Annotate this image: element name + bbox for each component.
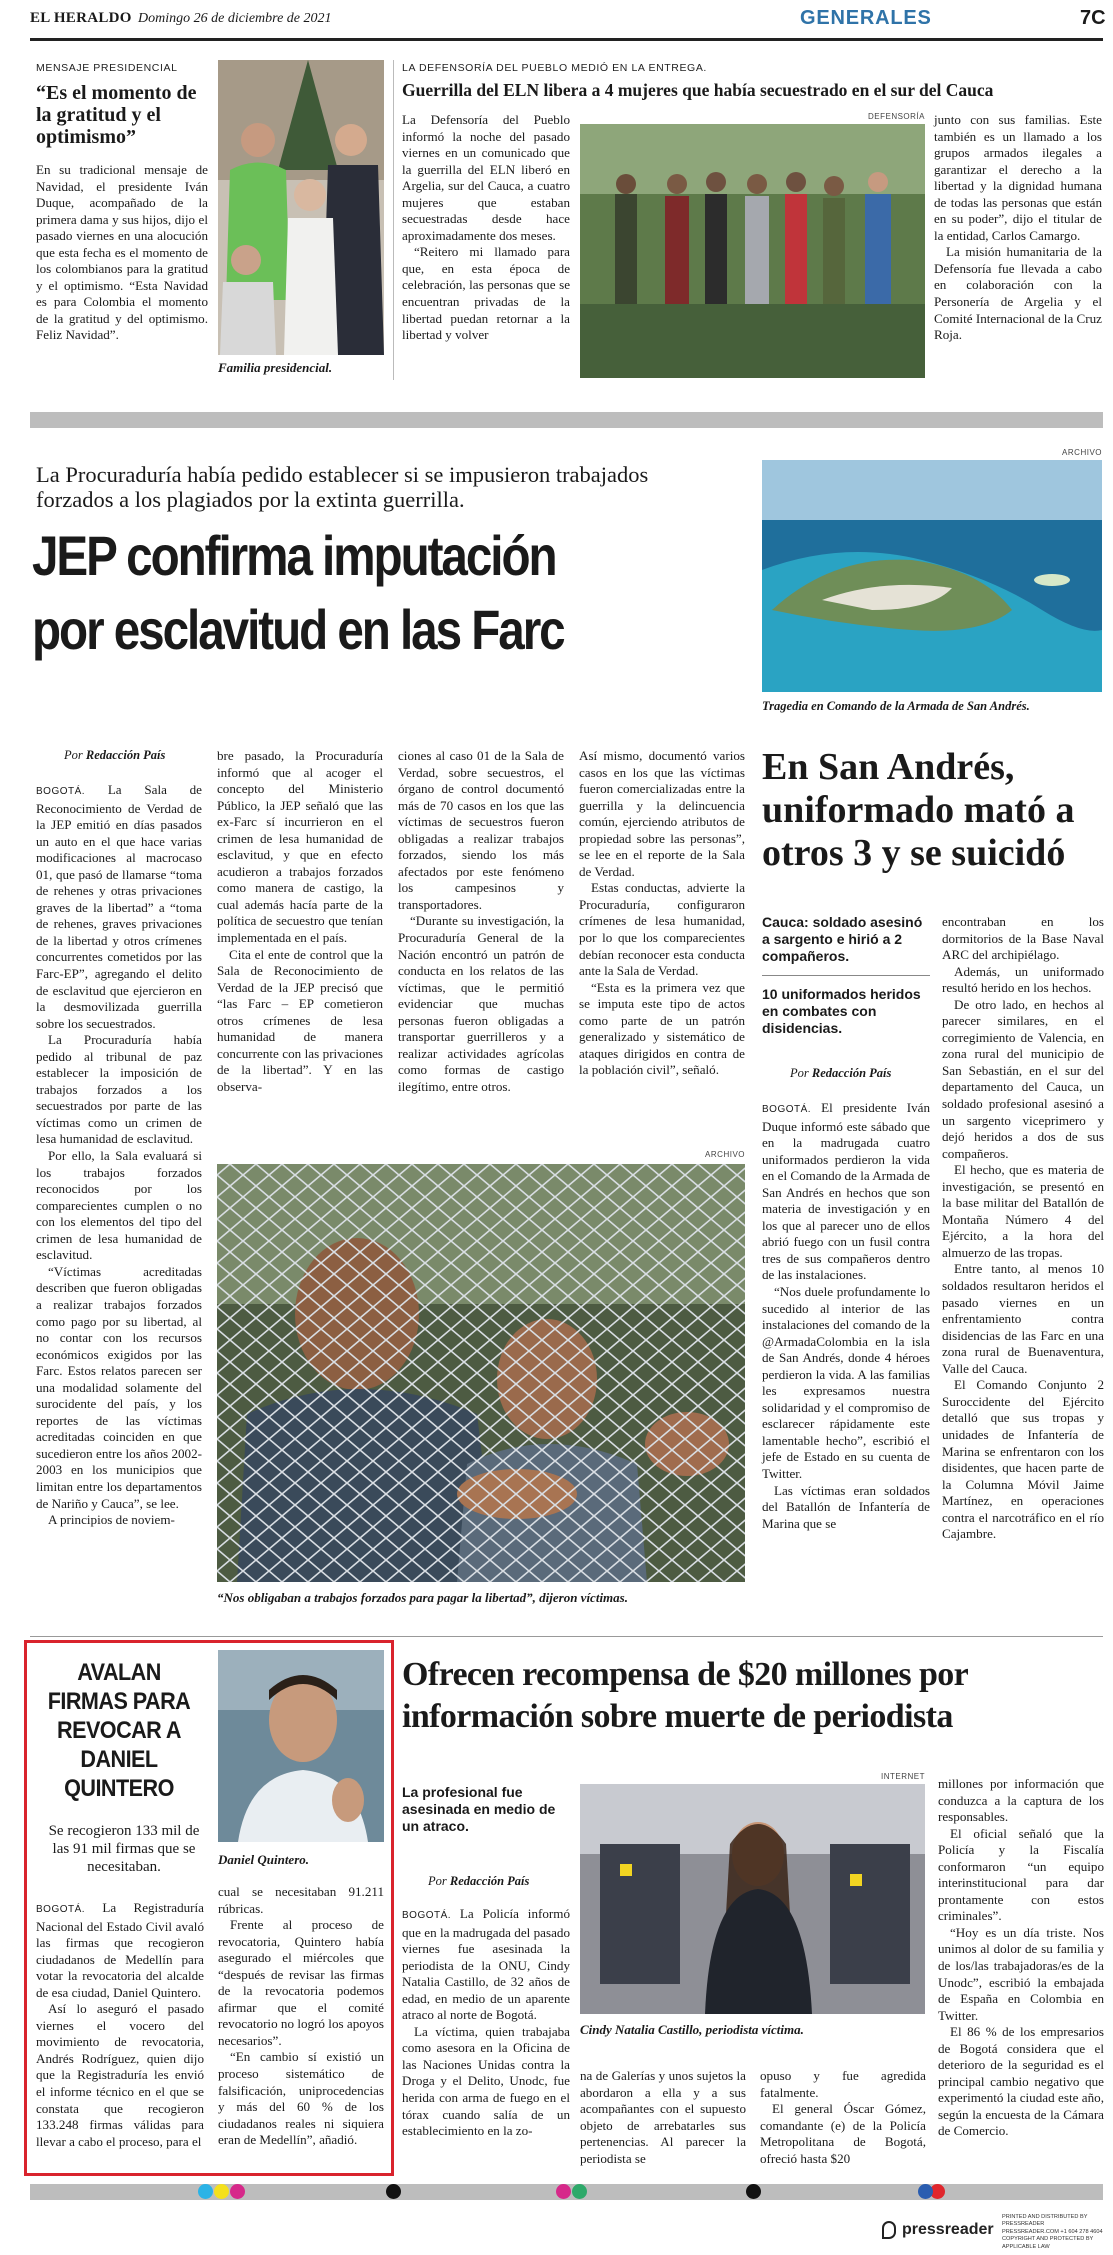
journalist-col1: BOGOTÁ. La Policía informó que en la madrugada del pasado viernes fue asesinada la periodista de la ONU, Cindy Natalia Castillo, de 32 años de edad, en medio de un aparente atraco al norte de Bogotá. La víctima, quien trabajaba como asesora en la Oficina de las Naciones Unidas contra la Droga y el Delito, Unodc, fue herida con arma de fuego en el tórax cuando salía de un establecimiento en la zo- xyxy=(402,1906,570,2139)
paper-name: EL HERALDO xyxy=(30,10,132,26)
jep-photo-caption: “Nos obligaban a trabajos forzados para pagar la libertad”, dijeron víctimas. xyxy=(217,1590,628,1605)
jep-col4: Así mismo, documentó varios casos en los que las víctimas fueron comercializadas entre la guerrilla y la delincuencia común, ejerciendo atributos de propiedad sobre las personas”, se lee en el reporte de la Sala de Verdad. Estas conductas, advierte la Procuraduría, configuraron crímenes de lesa humanidad, por lo que los comparecientes debían reconocer esta conducta ante la Sala de Verdad. “Esta es la primera vez que se imputa este tipo de actos como parte de un patrón generalizado y sistemático de ataques dirigidos en contra de la población civil”, señaló. xyxy=(579,748,745,1078)
registration-dot-blue xyxy=(918,2184,933,2199)
issue-date: Domingo 26 de diciembre de 2021 xyxy=(138,11,332,26)
registration-dot-magenta xyxy=(230,2184,245,2199)
san-andres-byline: Por Redacción País xyxy=(790,1066,892,1080)
journalist-headline: Ofrecen recompensa de $20 millones por información sobre muerte de periodista xyxy=(402,1656,968,1735)
quintero-photo xyxy=(218,1650,384,1842)
section-name: GENERALES xyxy=(800,7,932,29)
jep-deck: La Procuraduría había pedido establecer si se impusieron trabajados forzados a los plagiados por la extinta guerrilla. xyxy=(36,462,649,512)
header-rule xyxy=(30,38,1103,41)
san-andres-col1: BOGOTÁ. El presidente Iván Duque informó este sábado que en la madrugada cuatro uniformados perdieron la vida en el Comando de la Armada de San Andrés en hechos que son materia de investigación y en los que al parecer uno de ellos abrió fuego con un fusil contra tres de sus compañeros dentro de las instalaciones. “Nos duele profundamente lo sucedido al interior de las instalaciones del comando de la @ArmadaColombia en la isla de San Andrés, donde 4 héroes perdieron la vida. A las familias les expresamos nuestra solidaridad y el compromiso de esclarecer rápidamente este lamentable hecho”, escribió el jefe de Estado en su cuenta de Twitter. Las víctimas eran soldados del Batallón de Infantería de Marina que se xyxy=(762,1100,930,1531)
jep-fence-photo xyxy=(217,1164,745,1582)
jep-col1: BOGOTÁ. La Sala de Reconocimiento de Verdad de la JEP emitió en días pasados un auto en el que hace varias modificaciones al macrocaso 01, que pasó de llamarse “toma de rehenes y otras privaciones graves de la libertad” a “toma de rehenes, graves privaciones de la libertad y otros crímenes concurrentes cometidos por las Farc-EP”, agregando el delito de esclavitud que ejercieron en la desmovilizada guerrilla sobre los secuestrados. La Procuraduría había pedido al tribunal de paz establecer la imposición de trabajos forzados a los secuestrados por parte de las víctimas como un crimen de lesa humanidad de esclavitud. Por ello, la Sala evaluará si los trabajos forzados reconocidos por los comparecientes cumplen o no con los elementos del tipo del crimen de lesa humanidad de esclavitud. “Víctimas acreditadas describen que fueron obligadas a realizar trabajos forzados como pago por su libertad, al no contar con los recursos económicos exigidos por las Farc. Estos relatos parecen ser una modalidad solamente del surocidente del país, y los reportes de las víctimas acreditadas coinciden en que sucedieron entre los años 2002-2003 en los municipios que limitan entre los departamentos de Nariño y Cauca”, se lee. A principios de noviem- xyxy=(36,782,202,1528)
eln-col2: junto con sus familias. Este también es un llamado a los grupos armados ilegales a garantizar el derecho a la libertad y la dignidad humana de todas las personas que están en su poder”, dijo el titular de la entidad, Carlos Camargo. La misión humanitaria de la Defensoría fue llevada a cabo en colaboración con la Personería de Argelia y el Comité Internacional de la Cruz Roja. xyxy=(934,112,1102,343)
section-divider xyxy=(30,1636,1103,1637)
quintero-headline: AVALAN FIRMAS PARA REVOCAR A DANIEL QUINTERO xyxy=(47,1659,191,1802)
san-andres-photo-credit: ARCHIVO xyxy=(1062,448,1102,457)
san-andres-col2: encontraban en los dormitorios de la Base Naval ARC del archipiélago. Además, un uniformado resultó herido en los hechos. De otro lado, en hechos al parecer similares, en el corregimiento de Valencia, en zona rural del municipio de San Sebastián, en el sur del departamento del Cauca, un soldado profesional asesinó a un sargento viceprimero y dejó heridos a dos de sus compañeros. El hecho, que es materia de investigación, se presentó en la base militar del Batallón de Montaña Número 4 del Ejército, a la hora del almuerzo de las tropas. Entre tanto, al menos 10 soldados resultaron heridos el pasado viernes en un enfrentamiento contra disidencias de las Farc en una zona rural de Buenaventura, Valle del Cauca. El Comando Conjunto 2 Suroccidente del Ejército detalló que sus tropas y unidades de Infantería de Marina se enfrentaron con los disidentes, que hacen parte de la Columna Móvil Jaime Martínez, en operaciones contra el narcotráfico en el río Cajambre. xyxy=(942,914,1104,1542)
jep-byline: Por Redacción País xyxy=(64,748,166,762)
jep-headline-line1: JEP confirma imputación xyxy=(32,524,556,587)
registration-dot-cyan xyxy=(198,2184,213,2199)
subhead-rule xyxy=(762,975,930,976)
jep-headline-line2: por esclavitud en las Farc xyxy=(32,598,564,661)
registration-dot-black-2 xyxy=(746,2184,761,2199)
journalist-photo-caption: Cindy Natalia Castillo, periodista víctima. xyxy=(580,2022,804,2037)
pressreader-brand: pressreader xyxy=(902,2221,994,2238)
journalist-col2: na de Galerías y unos sujetos la abordaron a ella y a sus acompañantes con el supuesto objeto de arrebatarles sus pertenencias. Al parecer la periodista se xyxy=(580,2068,746,2166)
registration-dot-magenta-2 xyxy=(556,2184,571,2199)
journalist-photo-credit: INTERNET xyxy=(881,1772,925,1781)
journalist-photo xyxy=(580,1784,925,2014)
presidential-caption: Familia presidencial. xyxy=(218,360,333,375)
registration-dot-green xyxy=(572,2184,587,2199)
san-andres-photo-caption: Tragedia en Comando de la Armada de San Andrés. xyxy=(762,699,1030,713)
pressreader-fine-print: PRINTED AND DISTRIBUTED BY PRESSREADER PRESSREADER.COM +1 604 278 4604 COPYRIGHT AND PROTECTED BY APPLICABLE LAW xyxy=(1002,2214,1103,2250)
quintero-caption: Daniel Quintero. xyxy=(218,1852,310,1867)
presidential-family-photo xyxy=(218,60,384,355)
eln-kicker: LA DEFENSORÍA DEL PUEBLO MEDIÓ EN LA ENTREGA. xyxy=(402,62,707,74)
pressreader-icon xyxy=(882,2221,896,2239)
jep-photo-credit: ARCHIVO xyxy=(705,1150,745,1159)
eln-photo-credit: DEFENSORÍA xyxy=(867,112,925,121)
san-andres-headline: En San Andrés, uniformado mató a otros 3 y se suicidó xyxy=(762,746,1075,874)
journalist-col4: millones por información que conduzca a la captura de los responsables. El oficial señaló que la Policía y la Fiscalía conformaron “un equipo interinstitucional para dar prontamente con estos criminales”. “Hoy es un día triste. Nos unimos al dolor de su familia y de los/las trabajadoras/es de la Unodc”, escribió la embajada de España en Colombia en Twitter. El 86 % de los empresarios de Bogotá considera que el deterioro de la seguridad es el principal cambio negativo que experimentó la ciudad este año, según la encuesta de la Cámara de Comercio. xyxy=(938,1776,1104,2139)
journalist-byline: Por Redacción País xyxy=(428,1874,530,1888)
section-band xyxy=(30,412,1103,428)
presidential-body: En su tradicional mensaje de Navidad, el presidente Iván Duque, acompañado de la primera dama y sus hijos, dijo el pasado viernes en una alocución que esta fecha es el momento de los colombianos para la gratitud y el optimismo. “Esta Navidad es para Colombia el momento de la gratitud y del optimismo. Feliz Navidad”. xyxy=(36,162,208,343)
presidential-headline: “Es el momento de la gratitud y el optimismo” xyxy=(36,82,197,148)
eln-liberation-photo xyxy=(580,124,925,378)
san-andres-subhead-2: 10 uniformados heridos en combates con disidencias. xyxy=(762,986,921,1036)
san-andres-subhead-1: Cauca: soldado asesinó a sargento e hirió a 2 compañeros. xyxy=(762,914,923,964)
presidential-kicker: MENSAJE PRESIDENCIAL xyxy=(36,62,178,74)
journalist-col3: opuso y fue agredida fatalmente. El general Óscar Gómez, comandante (e) de la Policía Metropolitana de Bogotá, ofreció hasta $20 xyxy=(760,2068,926,2166)
eln-headline: Guerrilla del ELN libera a 4 mujeres que había secuestrado en el sur del Cauca xyxy=(402,80,994,100)
masthead-strip xyxy=(30,6,1106,34)
quintero-col1: BOGOTÁ. La Registraduría Nacional del Estado Civil avaló las firmas que recogieron ciudadanos de Medellín para votar la revocatoria del alcalde de esa ciudad, Daniel Quintero. Así lo aseguró el pasado viernes el vocero del movimiento de revocatoria, Andrés Rodríguez, quien dijo que la Registraduría les envió el informe técnico en el que se constata que recogieron 133.248 firmas válidas para llevar a cabo el proceso, para el xyxy=(36,1900,204,2149)
page-number: 7C xyxy=(1080,7,1106,29)
quintero-deck: Se recogieron 133 mil de las 91 mil firmas que se necesitaban. xyxy=(48,1823,200,1875)
registration-dot-yellow xyxy=(214,2184,229,2199)
pressreader-logo[interactable] xyxy=(882,2218,994,2242)
jep-col2: bre pasado, la Procuraduría informó que al acoger el concepto del Ministerio Público, la JEP señaló que las ex-Farc sí incurrieron en el crimen de lesa humanidad de esclavitud, y que en efecto acudieron a trabajos forzados como manera de castigo, la cual además hacía parte de la política de secuestro que tenían implementada en el país. Cita el ente de control que la Sala de Reconocimiento de Verdad de la JEP precisó que “las Farc – EP cometieron otros crímenes de lesa humanidad de manera concurrente con las privaciones de la libertad”. Y en las observa- xyxy=(217,748,383,1094)
journalist-subhead: La profesional fue asesinada en medio de un atraco. xyxy=(402,1784,556,1834)
quintero-col2: cual se necesitaban 91.211 rúbricas. Frente al proceso de revocatoria, Quintero había asegurado el miércoles que “después de revisar las firmas de la revocatoria podemos afirmar que el comité revocatorio no logró los apoyos necesarios”. “En cambio sí existió un proceso sistemático de falsificación, uniprocedencias y más del 60 % de los ciudadanos reales ni siquiera eran de Medellín”, añadió. xyxy=(218,1884,384,2148)
eln-col1: La Defensoría del Pueblo informó la noche del pasado viernes en un comunicado que la guerrilla del ELN liberó en Argelia, sur del Cauca, a cuatro mujeres que estaban secuestradas desde hace aproximadamente dos meses. “Reitero mi llamado para que, en esta época de celebración, las personas que se encuentran privadas de la libertad puedan retornar a la libertad y volver xyxy=(402,112,570,343)
jep-col3: ciones al caso 01 de la Sala de Verdad, sobre secuestros, el órgano de control documentó más de 70 casos en los que las víctimas de secuestros fueron obligadas a realizar trabajos forzados, siendo los más afectados por este fenómeno los campesinos y transportadores. “Durante su investigación, la Procuraduría General de la Nación encontró un patrón de conducta en los relatos de las víctimas, que le permitió evidenciar que muchas personas fueron obligadas a transportar guerrilleros y a realizar actividades agrícolas como formas de castigo ilegítimo, entre otros. xyxy=(398,748,564,1094)
san-andres-island-photo xyxy=(762,460,1102,692)
registration-dot-black xyxy=(386,2184,401,2199)
column-divider xyxy=(393,60,394,380)
